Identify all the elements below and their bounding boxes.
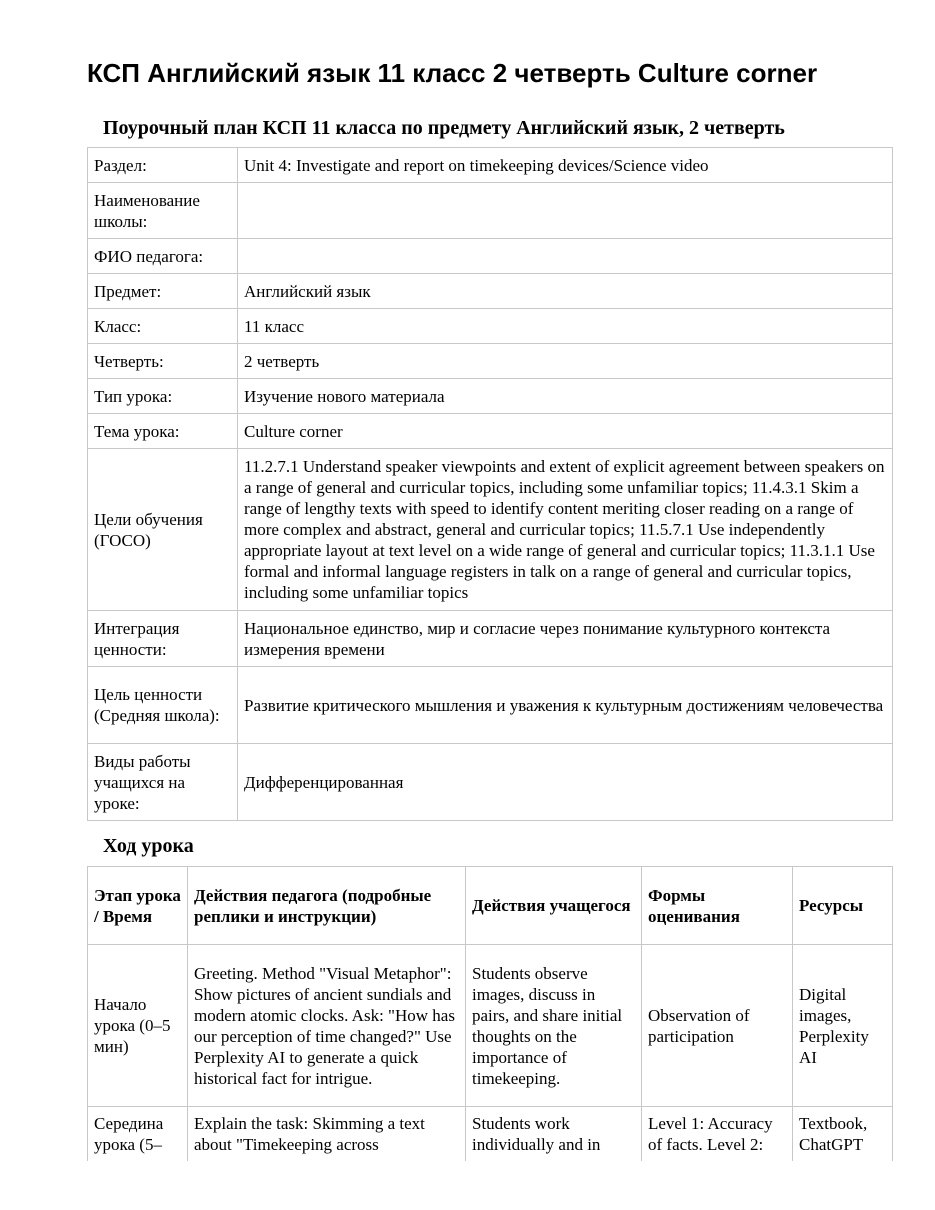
- table-row: [88, 744, 893, 821]
- header-resources: Ресурсы: [793, 867, 893, 945]
- row-label: Цели обучения (ГОСО): [88, 449, 238, 611]
- page-title: КСП Английский язык 11 класс 2 четверть Culture corner: [87, 58, 818, 88]
- row-value: Изучение нового материала: [238, 379, 893, 414]
- table-row: [88, 309, 893, 344]
- row-value: Дифференцированная: [238, 744, 893, 821]
- row-value: 11 класс: [238, 309, 893, 344]
- row-label: Четверть:: [88, 344, 238, 379]
- table-row: [88, 945, 893, 1107]
- lesson-progress-heading: Ход урока: [103, 835, 194, 857]
- lesson-steps-table: [87, 866, 893, 1161]
- row-value: Culture corner: [238, 414, 893, 449]
- table-row: [88, 239, 893, 274]
- header-teacher-actions: Действия педагога (подробные реплики и инструкции): [188, 867, 466, 945]
- row-label: Интеграция ценности:: [88, 611, 238, 667]
- table-row: [88, 414, 893, 449]
- row-value: 2 четверть: [238, 344, 893, 379]
- table-row: [88, 667, 893, 744]
- header-student-actions: Действия учащегося: [466, 867, 642, 945]
- cell-teacher-actions: Explain the task: Skimming a text about "Timekeeping across: [188, 1107, 466, 1162]
- row-label: Раздел:: [88, 148, 238, 183]
- row-label: Тема урока:: [88, 414, 238, 449]
- header-assessment: Формы оценивания: [642, 867, 793, 945]
- table-row: [88, 344, 893, 379]
- table-row: [88, 274, 893, 309]
- row-label: ФИО педагога:: [88, 239, 238, 274]
- table-row: [88, 148, 893, 183]
- row-label: Предмет:: [88, 274, 238, 309]
- row-label: Класс:: [88, 309, 238, 344]
- table-row: [88, 379, 893, 414]
- plan-subtitle: Поурочный план КСП 11 класса по предмету Английский язык, 2 четверть: [103, 117, 785, 139]
- cell-assessment: Observation of participation: [642, 945, 793, 1107]
- cell-resources: Digital images, Perplexity AI: [793, 945, 893, 1107]
- row-value: Развитие критического мышления и уважения к культурным достижениям человечества: [238, 667, 893, 744]
- lesson-info-table: [87, 147, 893, 821]
- table-header-row: [88, 867, 893, 945]
- cell-assessment: Level 1: Accuracy of facts. Level 2:: [642, 1107, 793, 1162]
- table-row: [88, 611, 893, 667]
- cell-teacher-actions: Greeting. Method "Visual Metaphor": Show pictures of ancient sundials and modern atomic clocks. Ask: "How has our perception of time changed?" Use Perplexity AI to generate a quick historical fact for intrigue.: [188, 945, 466, 1107]
- header-stage: Этап урока / Время: [88, 867, 188, 945]
- row-value: Unit 4: Investigate and report on timekeeping devices/Science video: [238, 148, 893, 183]
- row-value: [238, 239, 893, 274]
- table-row: [88, 183, 893, 239]
- cell-stage: Начало урока (0–5 мин): [88, 945, 188, 1107]
- row-value: Национальное единство, мир и согласие через понимание культурного контекста измерения времени: [238, 611, 893, 667]
- table-row: [88, 1107, 893, 1162]
- cell-resources: Textbook, ChatGPT: [793, 1107, 893, 1162]
- lesson-table-container: [87, 866, 894, 1161]
- row-value: 11.2.7.1 Understand speaker viewpoints and extent of explicit agreement between speakers on a range of general and curricular topics, including some unfamiliar topics; 11.4.3.1 Skim a range of lengthy texts with speed to identify content meriting closer reading on a range of more complex and abstract, general and curricular topics; 11.5.7.1 Use independently appropriate layout at text level on a wide range of general and curricular topics; 11.3.1.1 Use formal and informal language registers in talk on a range of general and curricular topics, including some unfamiliar topics: [238, 449, 893, 611]
- cell-student-actions: Students observe images, discuss in pairs, and share initial thoughts on the importance of timekeeping.: [466, 945, 642, 1107]
- row-value: Английский язык: [238, 274, 893, 309]
- row-label: Тип урока:: [88, 379, 238, 414]
- table-row: [88, 449, 893, 611]
- cell-stage: Середина урока (5–: [88, 1107, 188, 1162]
- row-value: [238, 183, 893, 239]
- row-label: Наименование школы:: [88, 183, 238, 239]
- row-label: Цель ценности (Средняя школа):: [88, 667, 238, 744]
- cell-student-actions: Students work individually and in: [466, 1107, 642, 1162]
- row-label: Виды работы учащихся на уроке:: [88, 744, 238, 821]
